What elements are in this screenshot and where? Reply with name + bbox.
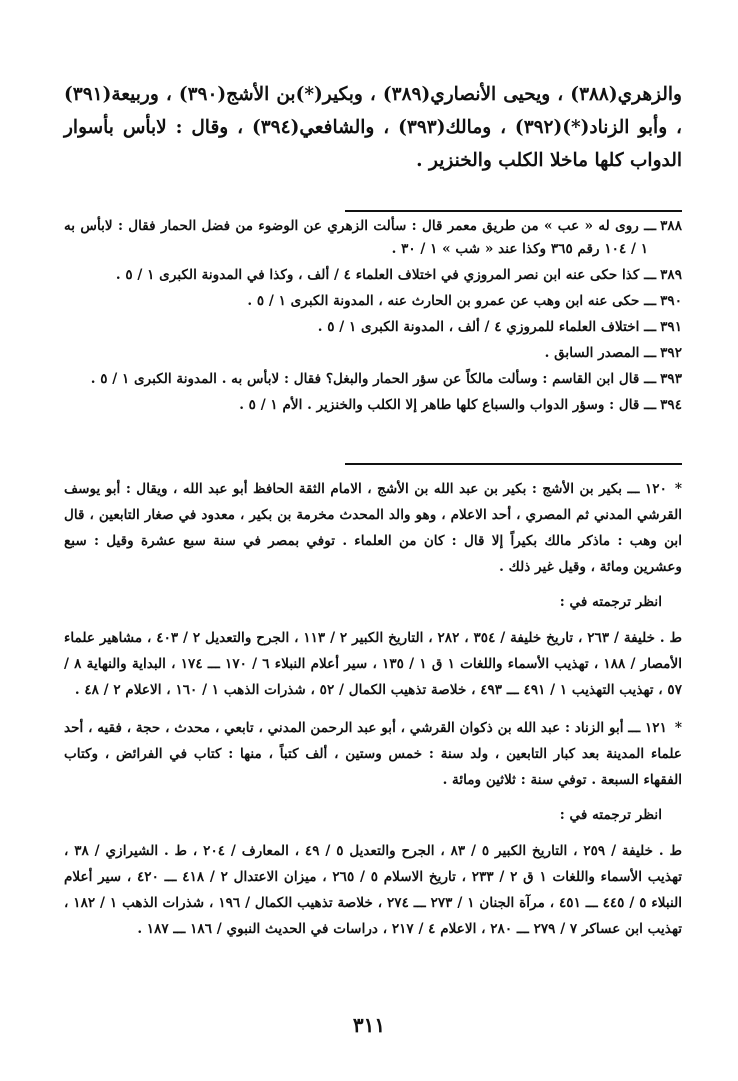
main-text bbox=[64, 78, 682, 177]
footnotes bbox=[64, 215, 682, 420]
biography-body: ١٢٠ ـــ بكير بن الأشج : بكير بن عبد الله بن الأشج ، الامام الثقة الحافظ أبو عبد الله ، ويقال : أبو يوسف القرشي المدني ثم المصري ، أحد الاعلام ، وهو والد المحدث مخرمة بن بكير ، معدود في صغار التابعين ، قال ابن وهب : ماذكر مالك بكيراً إلا قال : كان من العلماء . توفي بمصر في سنة سبع عشرة وقيل : سبع وعشرين ومائة ، وقيل غير ذلك . bbox=[64, 481, 682, 575]
footnote-number: ٣٩٣ bbox=[660, 371, 682, 387]
see-translation-label: انظر ترجمته في : bbox=[559, 807, 662, 823]
biography-text bbox=[64, 476, 682, 580]
biography-sources: ط . خليفة / ٢٦٣ ، تاريخ خليفة / ٣٥٤ ، ٢٨٢ ، التاريخ الكبير ٢ / ١١٣ ، الجرح والتعديل ٢ / ٤٠٣ ، مشاهير علماء الأمصار / ١٨٨ ، تهذيب الأسماء واللغات ١ ق ١ / ١٣٥ ، سير أعلام النبلاء ٦ / ١٧٠ ـــ ١٧٤ ، البداية والنهاية ٨ / ٥٧ ، تهذيب التهذيب ١ / ٤٩١ ـــ ٤٩٣ ، خلاصة تذهيب الكمال / ٥٢ ، شذرات الذهب ١ / ١٦٠ ، الاعلام ٢ / ٤٨ . bbox=[64, 630, 683, 698]
footnote-text: اختلاف العلماء للمروزي ٤ / ألف ، المدونة الكبرى ١ / ٥ . bbox=[317, 319, 640, 335]
see-translation-label: انظر ترجمته في : bbox=[559, 594, 662, 610]
biography-separator bbox=[345, 463, 682, 465]
biography-120 bbox=[64, 476, 682, 703]
footnote-text: المصدر السابق . bbox=[544, 345, 640, 361]
footnote-394: ٣٩٤ـــ قال : وسؤر الدواب والسباع كلها طاهر إلا الكلب والخنزير . الأم ١ / ٥ . bbox=[239, 397, 682, 413]
footnote-text: حكى عنه ابن وهب عن عمرو بن الحارث عنه ، المدونة الكبرى ١ / ٥ . bbox=[247, 293, 640, 309]
footnote-390: ٣٩٠ـــ حكى عنه ابن وهب عن عمرو بن الحارث عنه ، المدونة الكبرى ١ / ٥ . bbox=[247, 293, 682, 309]
footnote-392: ٣٩٢ـــ المصدر السابق . bbox=[544, 345, 682, 361]
footnote-separator bbox=[345, 210, 682, 212]
footnote-text: روى له « عب » من طريق معمر قال : سألت الزهري عن الوضوء من فضل الحمار فقال : لابأس به ١ / ١٠٤ رقم ٣٦٥ وكذا عند « شب » ١ / ٣٠ . bbox=[64, 218, 648, 257]
footnote-number: ٣٨٩ bbox=[660, 267, 682, 283]
footnote-393: ٣٩٣ـــ قال ابن القاسم : وسألت مالكاً عن سؤر الحمار والبغل؟ فقال : لابأس به . المدونة الكبرى ١ / ٥ . bbox=[90, 371, 682, 387]
footnote-text: قال : وسؤر الدواب والسباع كلها طاهر إلا الكلب والخنزير . الأم ١ / ٥ . bbox=[239, 397, 640, 413]
footnote-text: كذا حكى عنه ابن نصر المروزي في اختلاف العلماء ٤ / ألف ، وكذا في المدونة الكبرى ١ / ٥ . bbox=[115, 267, 640, 283]
footnote-text: قال ابن القاسم : وسألت مالكاً عن سؤر الحمار والبغل؟ فقال : لابأس به . المدونة الكبرى ١ / ٥ . bbox=[90, 371, 640, 387]
main-paragraph: والزهري(٣٨٨) ، ويحيى الأنصاري(٣٨٩) ، وبكير(*)بن الأشج(٣٩٠) ، وربيعة(٣٩١) ، وأبو الزناد(*)(٣٩٢) ، ومالك(٣٩٣) ، والشافعي(٣٩٤) ، وقال : لابأس بأسوار الدواب كلها ماخلا الكلب والخنزير . bbox=[64, 84, 682, 171]
footnote-number: ٣٩٠ bbox=[660, 293, 682, 309]
footnote-number: ٣٩٤ bbox=[660, 397, 682, 413]
biography-121 bbox=[64, 715, 682, 942]
page-number: ٣١١ bbox=[352, 1013, 386, 1037]
biography-text bbox=[64, 715, 682, 793]
asterisk-marker: * bbox=[674, 481, 682, 497]
footnote-number: ٣٨٨ bbox=[660, 218, 683, 234]
footnote-number: ٣٩٢ bbox=[660, 345, 682, 361]
asterisk-marker: * bbox=[674, 720, 682, 736]
biographies bbox=[64, 476, 682, 954]
footnote-388: ٣٨٨ـــ روى له « عب » من طريق معمر قال : سألت الزهري عن الوضوء من فضل الحمار فقال : لابأس به ١ / ١٠٤ رقم ٣٦٥ وكذا عند « شب » ١ / ٣٠ . bbox=[64, 218, 683, 257]
footnote-389: ٣٨٩ـــ كذا حكى عنه ابن نصر المروزي في اختلاف العلماء ٤ / ألف ، وكذا في المدونة الكبرى ١ / ٥ . bbox=[115, 267, 682, 283]
footnote-391: ٣٩١ـــ اختلاف العلماء للمروزي ٤ / ألف ، المدونة الكبرى ١ / ٥ . bbox=[317, 319, 682, 335]
biography-body: ١٢١ ـــ أبو الزناد : عبد الله بن ذكوان القرشي ، أبو عبد الرحمن المدني ، تابعي ، محدث ، حجة ، فقيه ، أحد علماء المدينة بعد كبار التابعين ، ولد سنة : خمس وستين ، ألف كتباً ، منها : كتاب في الفرائض ، وكتاب الفقهاء السبعة . توفي سنة : ثلاثين ومائة . bbox=[64, 720, 682, 788]
footnote-number: ٣٩١ bbox=[660, 319, 682, 335]
biography-sources: ط . خليفة / ٢٥٩ ، التاريخ الكبير ٥ / ٨٣ ، الجرح والتعديل ٥ / ٤٩ ، المعارف / ٢٠٤ ، ط . الشيرازي / ٣٨ ، تهذيب الأسماء واللغات ١ ق ٢ / ٢٣٣ ، تاريخ الاسلام ٥ / ٢٦٥ ، ميزان الاعتدال ٢ / ٤١٨ ـــ ٤٢٠ ، سير أعلام النبلاء ٥ / ٤٤٥ ـــ ٤٥١ ، مرآة الجنان ١ / ٢٧٣ ـــ ٢٧٤ ، خلاصة تذهيب الكمال / ١٩٦ ، شذرات الذهب ١ / ١٨٢ ، تهذيب ابن عساكر ٧ / ٢٧٩ ـــ ٢٨٠ ، الاعلام ٤ / ٢١٧ ، دراسات في الحديث النبوي / ١٨٦ ـــ ١٨٧ . bbox=[64, 843, 683, 937]
